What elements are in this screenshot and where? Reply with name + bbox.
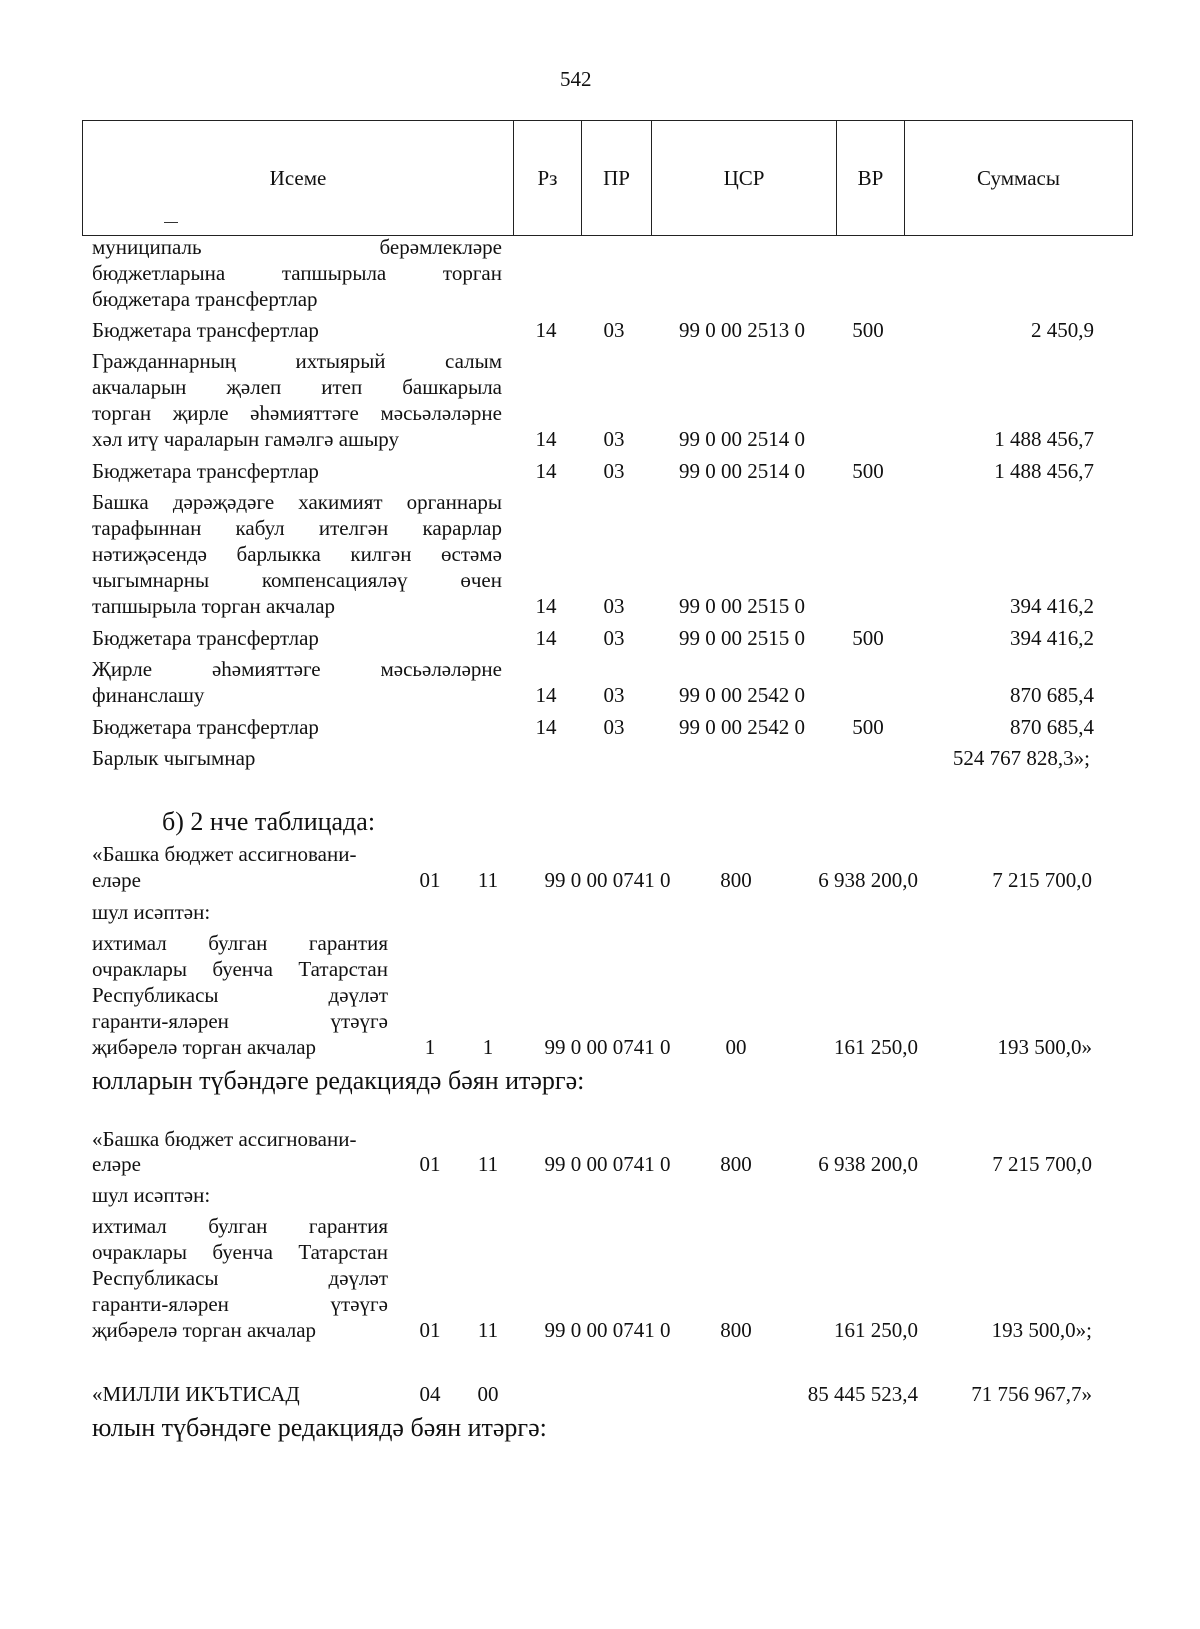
row-name-line: акчаларын җәлеп итеп башкарыла — [92, 375, 502, 399]
cell-vr: 500 — [852, 626, 884, 650]
cell-pr: 03 — [603, 427, 625, 451]
cell-pr: 11 — [477, 868, 499, 892]
row-name-line: Гражданнарның ихтыярый салым — [92, 349, 502, 373]
row-name: Бюджетара трансфертлар — [92, 626, 319, 650]
cell-rz: 14 — [535, 683, 557, 707]
cell-vr: 500 — [852, 459, 884, 483]
block1-name-line1: «Башка бюджет ассигновани- — [92, 842, 357, 866]
cell-csr: 99 0 00 0741 0 — [544, 1152, 671, 1176]
block1-line: гаранти-яләрен үтәүгә — [92, 1009, 388, 1033]
cell-sum-2: 7 215 700,0 — [992, 1152, 1092, 1176]
cell-rz: 14 — [535, 594, 557, 618]
row-name-line: тарафыннан кабул ителгән карарлар — [92, 516, 502, 540]
cell-rz: 04 — [419, 1382, 441, 1406]
block2-line: Республикасы дәүләт — [92, 1266, 388, 1290]
row-name-line: муниципаль берәмлекләре — [92, 235, 502, 259]
cell-rz: 14 — [535, 715, 557, 739]
cell-rz: 14 — [535, 459, 557, 483]
cell-pr: 03 — [603, 594, 625, 618]
cell-pr: 03 — [603, 318, 625, 342]
header-vr: ВР — [837, 121, 905, 236]
cell-rz: 14 — [535, 427, 557, 451]
block2-shul: шул исәптән: — [92, 1183, 211, 1207]
cell-csr: 99 0 00 0741 0 — [544, 1318, 671, 1342]
cell-pr: 03 — [603, 715, 625, 739]
block1-line: ихтимал булган гарантия — [92, 931, 388, 955]
cell-csr: 99 0 00 2542 0 — [679, 683, 805, 707]
block1-line: Республикасы дәүләт — [92, 983, 388, 1007]
cell-csr: 99 0 00 2515 0 — [679, 626, 805, 650]
cell-pr: 1 — [482, 1035, 494, 1059]
header-pr: ПР — [582, 121, 652, 236]
block1-line: очраклары буенча Татарстан — [92, 957, 388, 981]
cell-rz: 14 — [535, 318, 557, 342]
row-name-line: чыгымнарны компенсацияләү өчен — [92, 568, 502, 592]
cell-sum-2: 71 756 967,7» — [971, 1382, 1092, 1406]
instruction-line: юлын түбәндәге редакциядә бәян итәргә: — [92, 1413, 547, 1442]
header-name: Исеме — [83, 121, 514, 236]
header-sum: Суммасы — [905, 121, 1133, 236]
row-name: Бюджетара трансфертлар — [92, 459, 319, 483]
block2-line-last: җибәрелә торган акчалар — [92, 1318, 317, 1342]
block2-name-line2: еләре — [92, 1152, 141, 1176]
total-label: Барлык чыгымнар — [92, 746, 256, 770]
cell-vr: 500 — [852, 715, 884, 739]
total-sum: 524 767 828,3»; — [952, 746, 1090, 770]
page-number: 542 — [560, 67, 592, 91]
cell-csr: 99 0 00 2542 0 — [679, 715, 805, 739]
header-csr: ЦСР — [652, 121, 837, 236]
cell-pr: 11 — [477, 1152, 499, 1176]
cell-sum: 2 450,9 — [1031, 318, 1094, 342]
cell-csr: 99 0 00 2514 0 — [679, 459, 805, 483]
header-dash — [164, 222, 178, 223]
cell-sum-1: 161 250,0 — [834, 1318, 918, 1342]
cell-csr: 99 0 00 0741 0 — [544, 868, 671, 892]
cell-rz: 01 — [419, 868, 441, 892]
cell-pr: 03 — [603, 626, 625, 650]
cell-sum: 1 488 456,7 — [994, 459, 1094, 483]
header-rz: Рз — [514, 121, 582, 236]
cell-vr: 800 — [720, 868, 752, 892]
cell-sum: 870 685,4 — [1010, 715, 1094, 739]
cell-sum-2: 7 215 700,0 — [992, 868, 1092, 892]
section-b-heading: б) 2 нче таблицада: — [162, 807, 376, 836]
block1-name-line2: еләре — [92, 868, 141, 892]
cell-sum-2: 193 500,0» — [997, 1035, 1092, 1059]
cell-rz: 01 — [419, 1152, 441, 1176]
cell-rz: 1 — [424, 1035, 436, 1059]
cell-sum-1: 161 250,0 — [834, 1035, 918, 1059]
row-name-line: бюджетларына тапшырыла торган — [92, 261, 502, 285]
block2-line: гаранти-яләрен үтәүгә — [92, 1292, 388, 1316]
cell-sum: 870 685,4 — [1010, 683, 1094, 707]
cell-sum: 394 416,2 — [1010, 626, 1094, 650]
row-name-line: Җирле әһәмияттәге мәсьәләләрне — [92, 657, 502, 681]
table-header — [82, 120, 1133, 236]
row-name-line: Башка дәрәҗәдәге хакимият органнары — [92, 490, 502, 514]
cell-vr: 800 — [720, 1318, 752, 1342]
row-name-line: тапшырыла торган акчалар — [92, 594, 336, 618]
instruction-line: юлларын түбәндәге редакциядә бәян итәргә: — [92, 1066, 585, 1095]
row-name-line: хәл итү чараларын гамәлгә ашыру — [92, 427, 400, 451]
cell-sum-1: 85 445 523,4 — [807, 1382, 918, 1406]
cell-pr: 00 — [477, 1382, 499, 1406]
row-name-line: нәтиҗәсендә барлыкка килгән өстәмә — [92, 542, 502, 566]
cell-sum-1: 6 938 200,0 — [818, 868, 918, 892]
cell-csr: 99 0 00 2513 0 — [679, 318, 805, 342]
row-name-line: торган җирле әһәмияттәге мәсьәләләрне — [92, 401, 502, 425]
cell-vr: 00 — [725, 1035, 747, 1059]
cell-sum-1: 6 938 200,0 — [818, 1152, 918, 1176]
row-name-line: финанслашу — [92, 683, 205, 707]
cell-pr: 03 — [603, 683, 625, 707]
row-name-line: бюджетара трансфертлар — [92, 287, 318, 311]
cell-csr: 99 0 00 2515 0 — [679, 594, 805, 618]
cell-sum-2: 193 500,0»; — [991, 1318, 1092, 1342]
cell-pr: 03 — [603, 459, 625, 483]
cell-pr: 11 — [477, 1318, 499, 1342]
cell-vr: 800 — [720, 1152, 752, 1176]
milli-label: «МИЛЛИ ИКЪТИСАД — [92, 1382, 300, 1406]
cell-rz: 14 — [535, 626, 557, 650]
block2-line: ихтимал булган гарантия — [92, 1214, 388, 1238]
cell-sum: 1 488 456,7 — [994, 427, 1094, 451]
cell-vr: 500 — [852, 318, 884, 342]
row-name: Бюджетара трансфертлар — [92, 318, 319, 342]
block1-shul: шул исәптән: — [92, 900, 211, 924]
cell-csr: 99 0 00 2514 0 — [679, 427, 805, 451]
cell-rz: 01 — [419, 1318, 441, 1342]
cell-csr: 99 0 00 0741 0 — [544, 1035, 671, 1059]
block2-line: очраклары буенча Татарстан — [92, 1240, 388, 1264]
row-name: Бюджетара трансфертлар — [92, 715, 319, 739]
block1-line-last: җибәрелә торган акчалар — [92, 1035, 317, 1059]
cell-sum: 394 416,2 — [1010, 594, 1094, 618]
block2-name-line1: «Башка бюджет ассигновани- — [92, 1127, 357, 1151]
